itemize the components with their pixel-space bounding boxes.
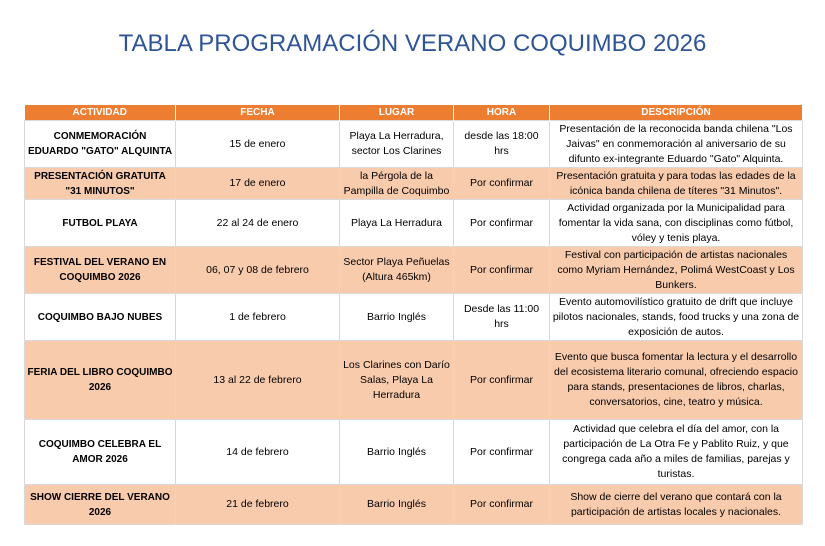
table-row — [25, 200, 803, 247]
cell-actividad: SHOW CIERRE DEL VERANO 2026 — [25, 485, 176, 525]
cell-fecha: 17 de enero — [176, 168, 340, 200]
table-row — [25, 341, 803, 420]
cell-hora: Desde las 11:00 hrs — [454, 294, 550, 341]
cell-lugar: Playa La Herradura — [340, 200, 454, 247]
cell-actividad: FUTBOL PLAYA — [25, 200, 176, 247]
cell-hora: Por confirmar — [454, 485, 550, 525]
cell-hora: Por confirmar — [454, 200, 550, 247]
cell-actividad: CONMEMORACIÓN EDUARDO "GATO" ALQUINTA — [25, 121, 176, 168]
header-actividad: ACTIVIDAD — [25, 105, 176, 121]
cell-actividad: PRESENTACIÓN GRATUITA "31 MINUTOS" — [25, 168, 176, 200]
cell-lugar: la Pérgola de la Pampilla de Coquimbo — [340, 168, 454, 200]
cell-hora: Por confirmar — [454, 341, 550, 420]
cell-descripcion: Actividad que celebra el día del amor, con la participación de La Otra Fe y Pablito Ruiz, y que congrega cada año a miles de familias, parejas y turistas. — [550, 420, 803, 485]
cell-actividad: FESTIVAL DEL VERANO EN COQUIMBO 2026 — [25, 247, 176, 294]
cell-fecha: 21 de febrero — [176, 485, 340, 525]
table-row — [25, 168, 803, 200]
cell-descripcion: Show de cierre del verano que contará con la participación de artistas locales y nacionales. — [550, 485, 803, 525]
cell-hora: Por confirmar — [454, 247, 550, 294]
program-table — [24, 105, 803, 525]
cell-lugar: Barrio Inglés — [340, 485, 454, 525]
cell-lugar: Sector Playa Peñuelas (Altura 465km) — [340, 247, 454, 294]
cell-fecha: 13 al 22 de febrero — [176, 341, 340, 420]
table-row — [25, 247, 803, 294]
cell-actividad: FERIA DEL LIBRO COQUIMBO 2026 — [25, 341, 176, 420]
page-title: TABLA PROGRAMACIÓN VERANO COQUIMBO 2026 — [118, 30, 707, 57]
header-hora: HORA — [454, 105, 550, 121]
cell-descripcion: Actividad organizada por la Municipalidad para fomentar la vida sana, con disciplinas como fútbol, vóley y tenis playa. — [550, 200, 803, 247]
header-lugar: LUGAR — [340, 105, 454, 121]
table-row — [25, 294, 803, 341]
cell-descripcion: Presentación gratuita y para todas las edades de la icónica banda chilena de títeres "31 Minutos". — [550, 168, 803, 200]
table-row — [25, 121, 803, 168]
header-descripcion: DESCRIPCIÓN — [550, 105, 803, 121]
cell-fecha: 14 de febrero — [176, 420, 340, 485]
cell-fecha: 06, 07 y 08 de febrero — [176, 247, 340, 294]
cell-lugar: Barrio Inglés — [340, 294, 454, 341]
header-fecha: FECHA — [176, 105, 340, 121]
cell-descripcion: Festival con participación de artistas nacionales como Myriam Hernández, Polimá WestCoast y Los Bunkers. — [550, 247, 803, 294]
table-header-row — [25, 105, 803, 121]
cell-fecha: 15 de enero — [176, 121, 340, 168]
cell-lugar: Los Clarines con Darío Salas, Playa La Herradura — [340, 341, 454, 420]
cell-hora: desde las 18:00 hrs — [454, 121, 550, 168]
cell-fecha: 22 al 24 de enero — [176, 200, 340, 247]
cell-descripcion: Evento automovilístico gratuito de drift que incluye pilotos nacionales, stands, food trucks y una zona de exposición de autos. — [550, 294, 803, 341]
cell-descripcion: Evento que busca fomentar la lectura y el desarrollo del ecosistema literario comunal, ofreciendo espacio para stands, presentaciones de libros, charlas, conversatorios, cine, teatro y música. — [550, 341, 803, 420]
cell-descripcion: Presentación de la reconocida banda chilena "Los Jaivas" en conmemoración al aniversario de su difunto ex-integrante Eduardo "Gato" Alquinta. — [550, 121, 803, 168]
cell-lugar: Playa La Herradura, sector Los Clarines — [340, 121, 454, 168]
cell-actividad: COQUIMBO BAJO NUBES — [25, 294, 176, 341]
cell-lugar: Barrio Inglés — [340, 420, 454, 485]
table-row — [25, 420, 803, 485]
cell-actividad: COQUIMBO CELEBRA EL AMOR 2026 — [25, 420, 176, 485]
cell-fecha: 1 de febrero — [176, 294, 340, 341]
cell-hora: Por confirmar — [454, 420, 550, 485]
cell-hora: Por confirmar — [454, 168, 550, 200]
table-row — [25, 485, 803, 525]
